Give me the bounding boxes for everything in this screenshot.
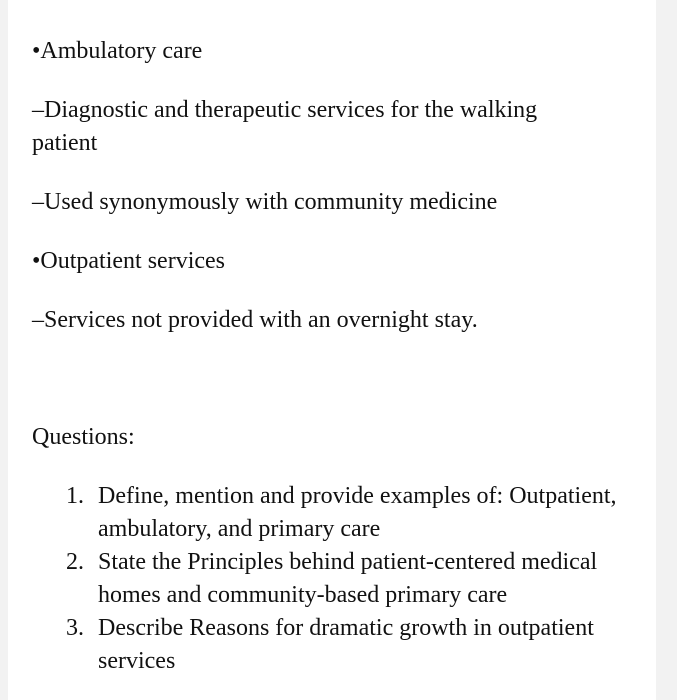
questions-list xyxy=(66,480,656,678)
question-number: 2. xyxy=(66,549,84,575)
subpoint-diagnostic-services: –Diagnostic and therapeutic services for the walking patient xyxy=(32,97,538,156)
bullet-ambulatory-care: •Ambulatory care xyxy=(32,38,203,64)
question-item xyxy=(66,546,656,612)
subpoint-no-overnight-stay: –Services not provided with an overnight stay. xyxy=(32,307,478,333)
questions-heading: Questions: xyxy=(32,424,135,450)
subpoint-community-medicine: –Used synonymously with community medicine xyxy=(32,189,498,215)
question-number: 1. xyxy=(66,483,84,509)
question-item xyxy=(66,480,656,546)
question-text: Define, mention and provide examples of: Outpatient, ambulatory, and primary care xyxy=(98,483,617,542)
bullet-outpatient-services: •Outpatient services xyxy=(32,248,226,274)
question-text: State the Principles behind patient-centered medical homes and community-based primary care xyxy=(98,549,598,608)
document-page xyxy=(8,0,656,700)
question-number: 3. xyxy=(66,615,84,641)
question-text: Describe Reasons for dramatic growth in outpatient services xyxy=(98,615,594,674)
question-item xyxy=(66,612,656,678)
